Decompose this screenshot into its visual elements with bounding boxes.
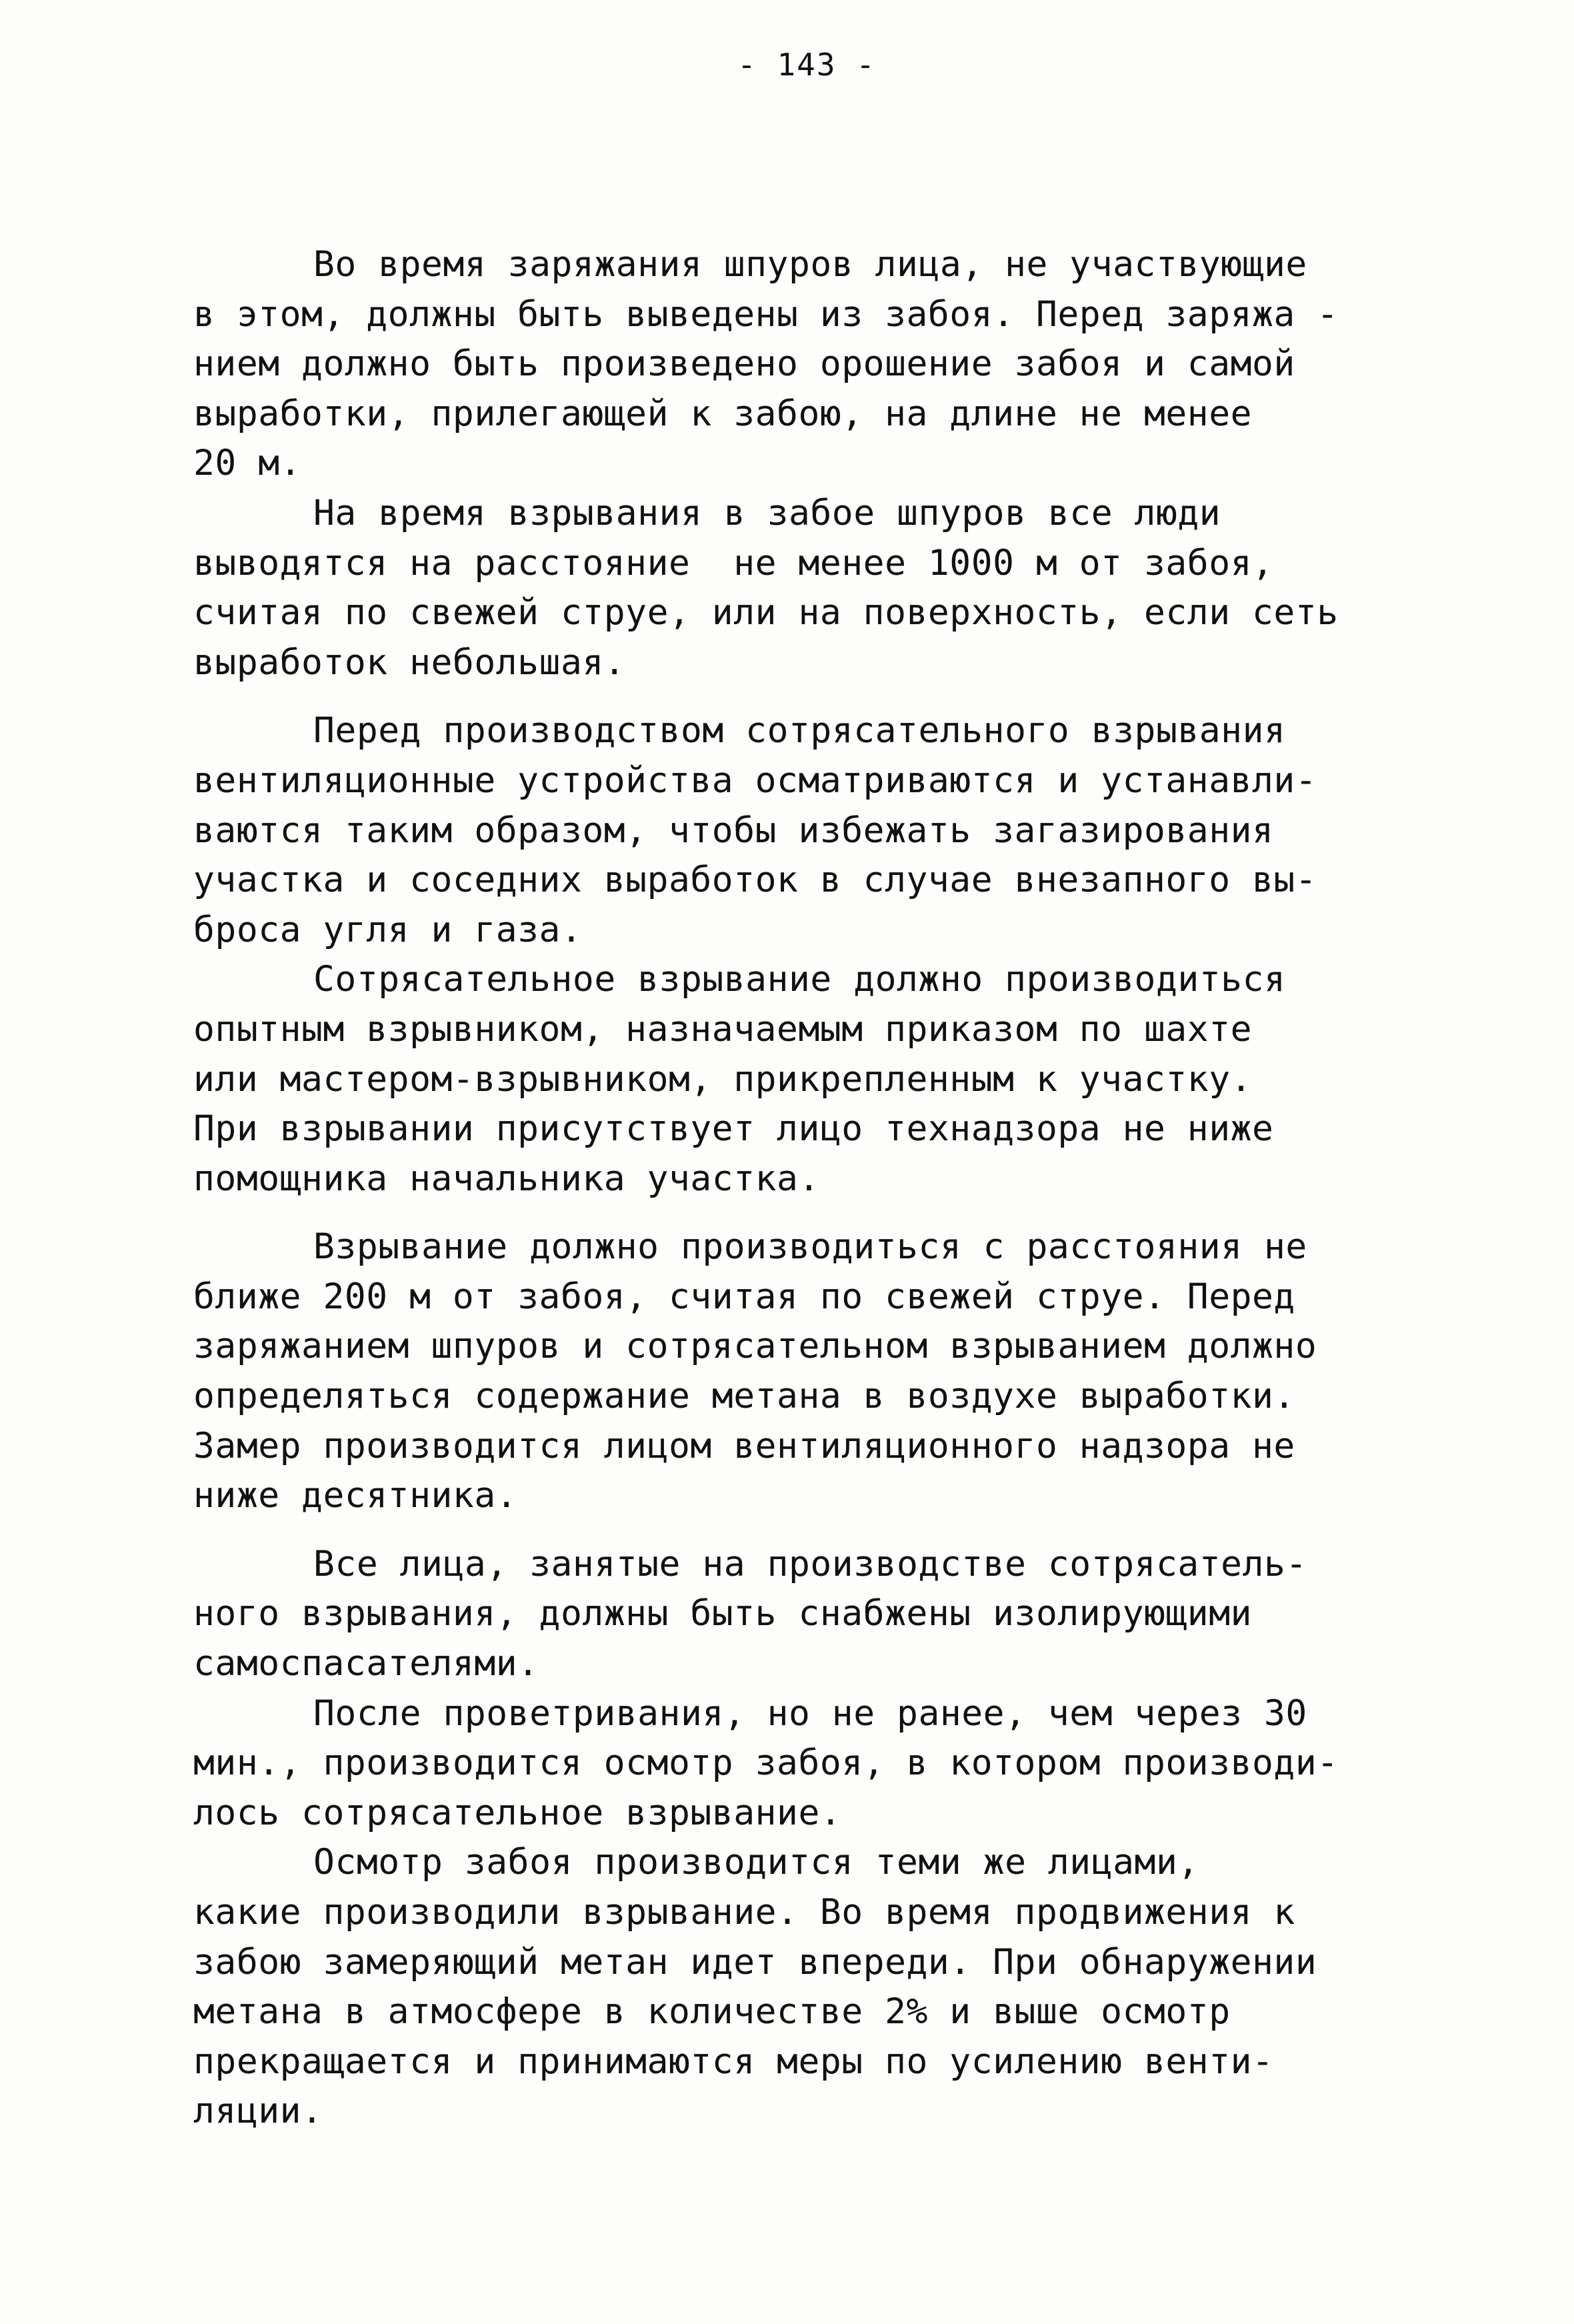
- text-line: какие производили взрывание. Во время продвижения к: [193, 1892, 1295, 1933]
- text-line: забою замеряющий метан идет впереди. При обнаружении: [193, 1941, 1317, 1983]
- text-line: метана в атмосфере в количестве 2% и выше осмотр: [193, 1991, 1231, 2033]
- paragraph-gap: [193, 688, 1413, 706]
- text-line: Взрывание должно производиться с расстояния не: [313, 1226, 1307, 1268]
- text-line: прекращается и принимаются меры по усилению венти-: [193, 2041, 1274, 2082]
- text-line: или мастером-взрывником, прикрепленным к участку.: [193, 1058, 1253, 1100]
- text-line: мин., производится осмотр забоя, в котором производи-: [193, 1742, 1339, 1784]
- page-number: - 143 -: [737, 47, 876, 83]
- text-line: ниже десятника.: [193, 1475, 518, 1516]
- text-line: броса угля и газа.: [193, 909, 583, 950]
- text-line: При взрывании присутствует лицо технадзора не ниже: [193, 1108, 1274, 1150]
- text-line: вентиляционные устройства осматриваются и устанавли-: [193, 760, 1317, 801]
- text-line: в этом, должны быть выведены из забоя. Перед заряжа -: [193, 293, 1339, 335]
- paragraph-1: [193, 240, 1413, 489]
- text-line: опытным взрывником, назначаемым приказом по шахте: [193, 1008, 1253, 1050]
- text-line: заряжанием шпуров и сотрясательном взрыванием должно: [193, 1326, 1317, 1367]
- paragraph-5: [193, 1222, 1413, 1521]
- paragraph-8: [193, 1838, 1413, 2137]
- body-text: [193, 240, 1413, 2137]
- text-line: участка и соседних выработок в случае внезапного вы-: [193, 860, 1317, 901]
- text-line: выработки, прилегающей к забою, на длине не менее: [193, 393, 1253, 434]
- text-line: После проветривания, но не ранее, чем через 30: [313, 1692, 1307, 1734]
- paragraph-7: [193, 1689, 1413, 1839]
- text-line: Во время заряжания шпуров лица, не участвующие: [313, 244, 1307, 285]
- paragraph-6: [193, 1540, 1413, 1689]
- paragraph-gap: [193, 1204, 1413, 1222]
- text-line: Замер производится лицом вентиляционного надзора не: [193, 1425, 1295, 1466]
- text-line: считая по свежей струе, или на поверхность, если сеть: [193, 592, 1339, 634]
- text-line: ваются таким образом, чтобы избежать загазирования: [193, 810, 1274, 851]
- text-line: самоспасателями.: [193, 1643, 539, 1684]
- text-line: нием должно быть произведено орошение забоя и самой: [193, 343, 1295, 385]
- text-line: Перед производством сотрясательного взрывания: [313, 710, 1286, 752]
- text-line: 20 м.: [193, 443, 302, 484]
- text-line: ного взрывания, должны быть снабжены изолирующими: [193, 1593, 1253, 1634]
- text-line: выводятся на расстояние не менее 1000 м от забоя,: [193, 542, 1274, 584]
- text-line: Все лица, занятые на производстве сотрясатель-: [313, 1543, 1307, 1584]
- paragraph-3: [193, 706, 1413, 955]
- text-line: помощника начальника участка.: [193, 1158, 820, 1199]
- text-line: Осмотр забоя производится теми же лицами,: [313, 1842, 1199, 1883]
- text-line: ляции.: [193, 2091, 323, 2132]
- text-line: На время взрывания в забое шпуров все люди: [313, 492, 1221, 533]
- text-line: Сотрясательное взрывание должно производиться: [313, 959, 1286, 1000]
- text-line: определяться содержание метана в воздухе выработки.: [193, 1376, 1295, 1417]
- paragraph-gap: [193, 1521, 1413, 1540]
- text-line: ближе 200 м от забоя, считая по свежей струе. Перед: [193, 1276, 1295, 1317]
- text-line: выработок небольшая.: [193, 642, 626, 683]
- paragraph-2: [193, 489, 1413, 688]
- text-line: лось сотрясательное взрывание.: [193, 1792, 842, 1833]
- paragraph-4: [193, 955, 1413, 1204]
